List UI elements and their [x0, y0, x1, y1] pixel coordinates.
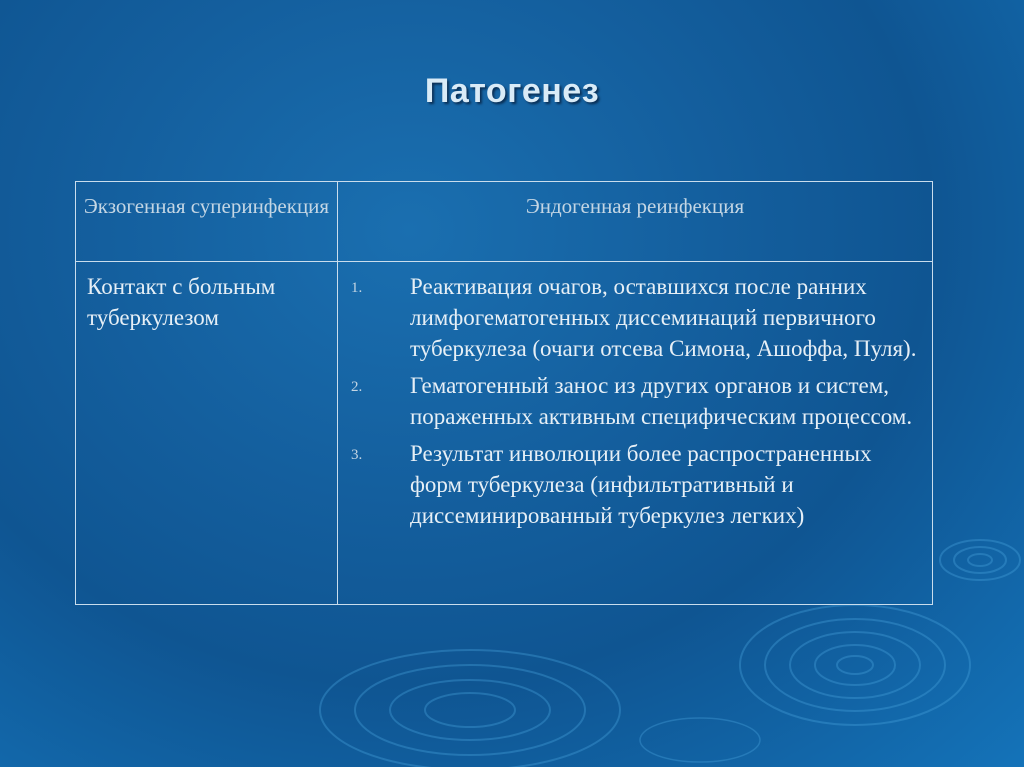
table-row — [76, 262, 933, 605]
list-item-text: Реактивация очагов, оставшихся после ранних лимфогематогенных диссеминаций первичного туберкулеза (очаги отсева Симона, Ашоффа, Пуля). — [410, 274, 917, 361]
endogenous-cell — [338, 262, 933, 605]
list-item-text: Гематогенный занос из других органов и систем, пораженных активным специфическим процессом. — [410, 373, 913, 429]
list-item-number: 2. — [351, 379, 363, 395]
header-endogenous: Эндогенная реинфекция — [338, 182, 933, 262]
slide-title: Патогенез — [424, 72, 600, 110]
list-item — [339, 438, 921, 531]
list-item-number: 1. — [351, 280, 363, 296]
table-header-row — [76, 182, 933, 262]
exogenous-text: Контакт с больным туберкулезом — [87, 274, 276, 330]
list-item — [339, 370, 921, 432]
list-item-text: Результат инволюции более распространенных форм туберкулеза (инфильтративный и диссеминированный туберкулез легких) — [410, 441, 872, 528]
pathogenesis-table — [75, 181, 933, 605]
exogenous-cell — [76, 262, 338, 605]
list-item — [339, 271, 921, 364]
header-exogenous: Экзогенная суперинфекция — [76, 182, 338, 262]
list-item-number: 3. — [351, 447, 363, 463]
endogenous-list — [339, 263, 931, 531]
